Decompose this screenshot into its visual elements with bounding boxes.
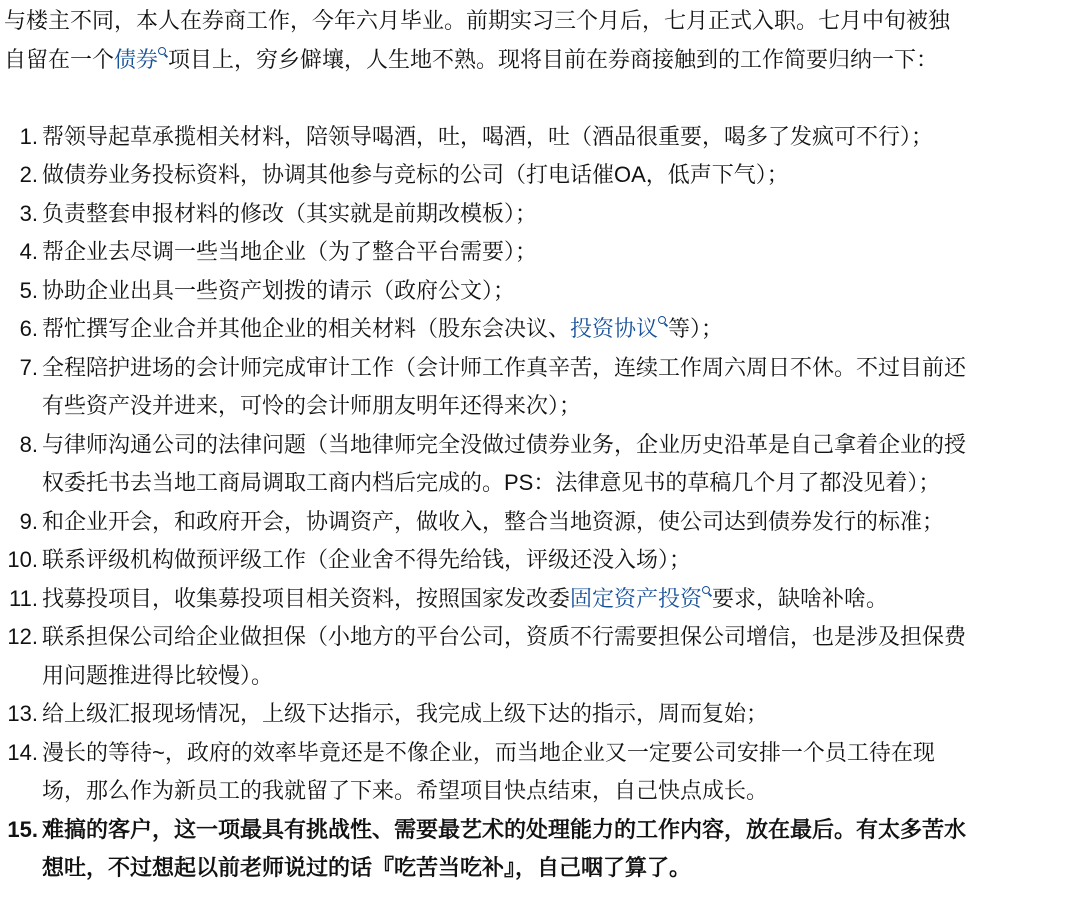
text-line <box>42 118 1068 157</box>
list-item <box>4 426 1068 503</box>
text-line <box>4 41 1068 80</box>
list-item <box>4 156 1068 195</box>
keyword-search-link[interactable] <box>570 316 668 341</box>
list-number: 4. <box>19 239 38 264</box>
list-item <box>4 695 1068 734</box>
list-number: 15. <box>7 816 38 842</box>
list-item <box>4 811 1068 888</box>
text-line <box>42 503 1068 542</box>
text-segment: 项目上，穷乡僻壤，人生地不熟。现将目前在券商接触到的工作简要归纳一下： <box>168 46 939 72</box>
text-segment: 帮领导起草承揽相关材料，陪领导喝酒，吐，喝酒，吐（酒品很重要，喝多了发疯可不行）； <box>42 123 934 149</box>
list-item <box>4 310 1068 349</box>
list-item <box>4 541 1068 580</box>
text-line <box>42 195 1068 234</box>
list-item <box>4 503 1068 542</box>
text-segment: 联系评级机构做预评级工作（企业舍不得先给钱，评级还没入场）； <box>42 547 692 572</box>
keyword-text: 债券 <box>114 46 159 72</box>
text-line <box>42 272 1068 311</box>
text-segment: 全程陪护进场的会计师完成审计工作（会计师工作真辛苦，连续工作周六周日不休。不过目前还 <box>42 354 967 380</box>
list-number: 2. <box>19 162 38 187</box>
list-item <box>4 349 1068 426</box>
search-icon <box>702 586 712 598</box>
text-segment: 漫长的等待~，政府的效率毕竟还是不像企业，而当地企业又一定要公司安排一个员工待在现 <box>42 739 935 765</box>
keyword-text: 固定资产投资 <box>570 585 703 611</box>
text-segment: 做债券业务投标资料，协调其他参与竞标的公司（打电话催OA，低声下气）； <box>42 162 789 187</box>
text-line <box>42 541 1068 580</box>
search-icon <box>158 47 168 59</box>
list-number: 1. <box>19 123 38 149</box>
text-line <box>4 2 1068 41</box>
work-list <box>4 118 1068 888</box>
text-line <box>42 349 1068 388</box>
text-line <box>42 387 1068 426</box>
text-line <box>42 849 1068 888</box>
list-number: 6. <box>19 316 38 341</box>
text-segment: 联系担保公司给企业做担保（小地方的平台公司，资质不行需要担保公司增信，也是涉及担保费 <box>42 624 967 649</box>
keyword-search-link[interactable] <box>570 586 712 611</box>
text-segment: 帮忙撰写企业合并其他企业的相关材料（股东会决议、 <box>42 316 571 341</box>
text-segment: 与楼主不同，本人在券商工作，今年六月毕业。前期实习三个月后，七月正式入职。七月中旬被独 <box>4 8 951 33</box>
text-line <box>42 734 1068 773</box>
text-segment: 与律师沟通公司的法律问题（当地律师完全没做过债券业务，企业历史沿革是自己拿着企业的授 <box>42 431 967 457</box>
text-line <box>42 695 1068 734</box>
list-item <box>4 195 1068 234</box>
list-number: 10. <box>7 547 38 572</box>
text-segment: 用问题推进得比较慢）。 <box>42 662 274 688</box>
list-item <box>4 233 1068 272</box>
list-number: 3. <box>19 200 38 226</box>
text-segment: 难搞的客户，这一项最具有挑战性、需要最艺术的处理能力的工作内容，放在最后。有太多苦水 <box>42 816 967 842</box>
text-line <box>42 580 1068 619</box>
text-segment: 有些资产没并进来，可怜的会计师朋友明年还得来次）； <box>42 393 582 418</box>
text-line <box>42 310 1068 349</box>
text-segment: 自留在一个 <box>4 46 115 72</box>
text-line <box>42 464 1068 503</box>
text-segment: 给上级汇报现场情况，上级下达指示，我完成上级下达的指示，周而复始； <box>42 701 769 726</box>
list-item <box>4 580 1068 619</box>
text-segment: 协助企业出具一些资产划拨的请示（政府公文）； <box>42 277 516 303</box>
list-number: 7. <box>19 354 38 380</box>
text-line <box>42 156 1068 195</box>
search-icon <box>658 316 668 328</box>
keyword-text: 投资协议 <box>570 316 659 341</box>
text-segment: 场，那么作为新员工的我就留了下来。希望项目快点结束，自己快点成长。 <box>42 778 769 803</box>
text-line <box>42 426 1068 465</box>
list-number: 9. <box>19 508 38 534</box>
text-segment: 权委托书去当地工商局调取工商内档后完成的。PS：法律意见书的草稿几个月了都没见着）； <box>42 470 941 495</box>
list-number: 11. <box>9 585 38 611</box>
list-number: 8. <box>19 431 38 457</box>
text-line <box>42 811 1068 850</box>
text-line <box>42 657 1068 696</box>
text-segment: 帮企业去尽调一些当地企业（为了整合平台需要）； <box>42 239 538 264</box>
text-segment: 负责整套申报材料的修改（其实就是前期改模板）； <box>42 200 538 226</box>
list-number: 5. <box>19 277 38 303</box>
intro-paragraph <box>4 2 1068 79</box>
text-segment: 找募投项目，收集募投项目相关资料，按照国家发改委 <box>42 585 571 611</box>
list-item <box>4 118 1068 157</box>
text-segment: 要求，缺啥补啥。 <box>712 585 889 611</box>
text-line <box>42 772 1068 811</box>
keyword-search-link[interactable] <box>114 47 168 72</box>
text-segment: 想吐，不过想起以前老师说过的话『吃苦当吃补』，自己咽了算了。 <box>42 855 692 880</box>
text-line <box>42 233 1068 272</box>
list-number: 12. <box>7 624 38 649</box>
list-item <box>4 618 1068 695</box>
list-number: 14. <box>7 739 38 765</box>
list-number: 13. <box>7 701 38 726</box>
text-segment: 等）； <box>668 316 724 341</box>
list-item <box>4 272 1068 311</box>
text-segment: 和企业开会，和政府开会，协调资产，做收入，整合当地资源，使公司达到债券发行的标准； <box>42 508 945 534</box>
text-line <box>42 618 1068 657</box>
list-item <box>4 734 1068 811</box>
